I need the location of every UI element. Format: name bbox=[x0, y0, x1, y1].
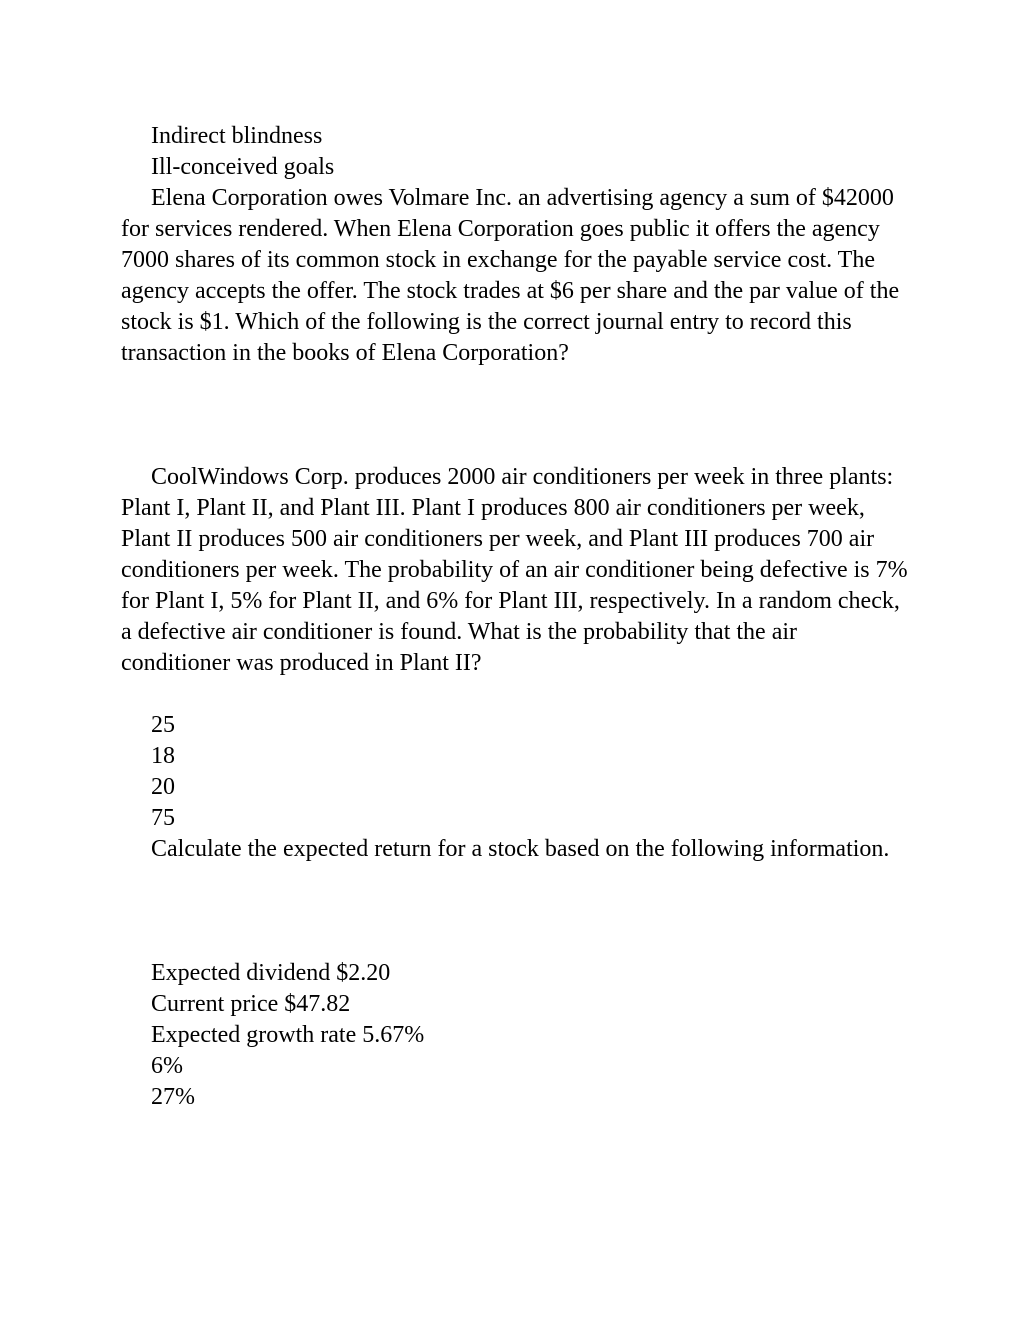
spacer bbox=[121, 865, 911, 958]
option-text: Indirect blindness bbox=[151, 123, 323, 149]
option-text: Ill-conceived goals bbox=[151, 154, 335, 180]
document-page bbox=[121, 121, 911, 1113]
option-text: 6% bbox=[151, 1053, 183, 1079]
option-text: 27% bbox=[151, 1084, 195, 1110]
question-paragraph: CoolWindows Corp. produces 2000 air conditioners per week in three plants: Plant I, Plant II, and Plant III. Plant I produces 800 air conditioners per week, Plant II produces 500 air conditioners per week, and Plant III produces 700 air conditioners per week. The probability of an air conditioner being defective is 7% for Plant I, 5% for Plant II, and 6% for Plant III, respectively. In a random check, a defective air conditioner is found. What is the probability that the air conditioner was produced in Plant II? bbox=[121, 464, 908, 676]
question-paragraph: Calculate the expected return for a stock based on the following information. bbox=[151, 836, 890, 862]
option-text: 25 bbox=[151, 712, 175, 738]
option-text: 20 bbox=[151, 774, 175, 800]
spacer bbox=[121, 679, 911, 710]
info-line: Current price $47.82 bbox=[151, 991, 351, 1017]
option-text: 75 bbox=[151, 805, 175, 831]
question-paragraph: Elena Corporation owes Volmare Inc. an advertising agency a sum of $42000 for services rendered. When Elena Corporation goes public it offers the agency 7000 shares of its common stock in exchange for the payable service cost. The agency accepts the offer. The stock trades at $6 per share and the par value of the stock is $1. Which of the following is the correct journal entry to record this transaction in the books of Elena Corporation? bbox=[121, 185, 900, 366]
info-line: Expected dividend $2.20 bbox=[151, 960, 391, 986]
info-line: Expected growth rate 5.67% bbox=[151, 1022, 425, 1048]
option-text: 18 bbox=[151, 743, 175, 769]
spacer bbox=[121, 369, 911, 462]
